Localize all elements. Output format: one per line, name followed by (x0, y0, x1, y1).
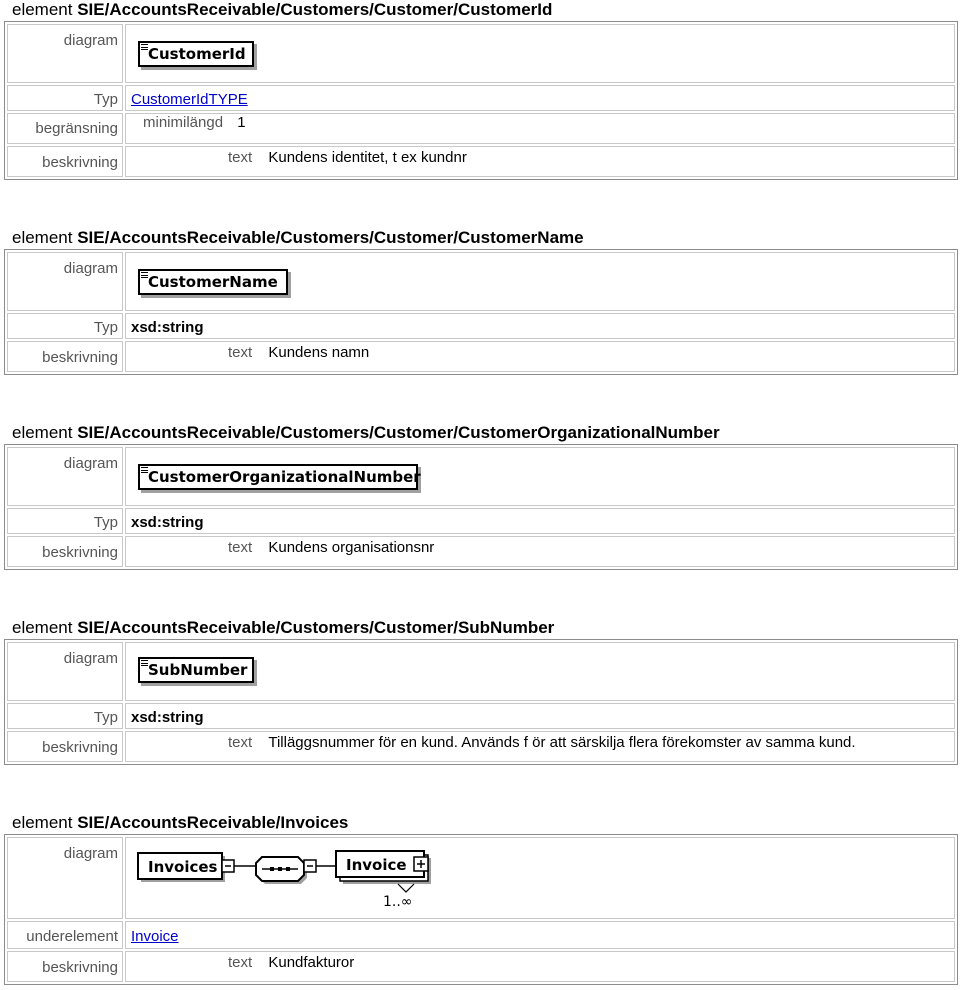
type-cell (125, 508, 955, 534)
diagram-element-name: CustomerName (148, 273, 278, 291)
type-label: Typ (7, 85, 123, 111)
element-lines-icon (141, 44, 148, 51)
description-cell (125, 536, 955, 567)
description-text-label: text (228, 734, 253, 751)
description-text-label: text (228, 344, 253, 361)
type-value: xsd:string (131, 319, 204, 336)
description-label: beskrivning (7, 951, 123, 982)
element-heading (12, 618, 554, 638)
description-value: Kundfakturor (268, 954, 355, 971)
diagram-element-box[interactable] (138, 41, 254, 67)
type-label: Typ (7, 508, 123, 534)
element-table (4, 639, 958, 765)
diagram-label: diagram (7, 252, 123, 311)
type-value: xsd:string (131, 514, 204, 531)
description-text-label: text (228, 149, 253, 166)
heading-path: SIE/AccountsReceivable/Invoices (77, 813, 349, 832)
description-text-label: text (228, 539, 253, 556)
description-label: beskrivning (7, 731, 123, 762)
element-heading (12, 0, 552, 20)
min-length-value: 1 (237, 114, 246, 131)
diagram-cell (125, 447, 955, 506)
diagram-label: diagram (7, 642, 123, 701)
heading-prefix: element (12, 813, 73, 832)
type-cell (125, 313, 955, 339)
description-label: beskrivning (7, 536, 123, 567)
type-cell (125, 703, 955, 729)
diagram-element-name: CustomerId (148, 45, 246, 63)
diagram-label: diagram (7, 24, 123, 83)
restriction-cell (125, 113, 955, 144)
heading-prefix: element (12, 0, 73, 19)
heading-path: SIE/AccountsReceivable/Customers/Customer/CustomerId (77, 0, 553, 19)
element-heading (12, 228, 584, 248)
type-label: Typ (7, 313, 123, 339)
element-table (4, 21, 958, 180)
element-lines-icon (141, 272, 148, 279)
diagram-cell (125, 642, 955, 701)
element-table (4, 834, 958, 985)
heading-prefix: element (12, 618, 73, 637)
diagram-label: diagram (7, 837, 123, 919)
invoices-diagram (134, 842, 454, 922)
heading-prefix: element (12, 423, 73, 442)
diagram-cardinality: 1..∞ (383, 894, 413, 910)
heading-path: SIE/AccountsReceivable/Customers/Customer/SubNumber (77, 618, 555, 637)
diagram-element-box[interactable] (138, 269, 288, 295)
diagram-element-box[interactable] (138, 657, 254, 683)
description-label: beskrivning (7, 146, 123, 177)
description-cell (125, 146, 955, 177)
description-value: Tilläggsnummer för en kund. Används f ör att särskilja flera förekomster av samma kund. (268, 734, 856, 751)
diagram-cell (125, 24, 955, 83)
subelement-link[interactable]: Invoice (131, 928, 179, 945)
type-value: xsd:string (131, 709, 204, 726)
description-cell (125, 341, 955, 372)
diagram-element-box[interactable] (138, 464, 421, 490)
type-link[interactable]: CustomerIdTYPE (131, 91, 248, 108)
diagram-element-name: CustomerOrganizationalNumber (148, 468, 421, 486)
diagram-child-name: Invoice (346, 856, 407, 874)
heading-prefix: element (12, 228, 73, 247)
element-table (4, 249, 958, 375)
min-length-label: minimilängd (143, 114, 224, 131)
subelement-label: underelement (7, 921, 123, 949)
heading-path: SIE/AccountsReceivable/Customers/Customer/CustomerName (77, 228, 584, 247)
diagram-cell (125, 837, 955, 919)
element-lines-icon (141, 660, 148, 667)
description-value: Kundens identitet, t ex kundnr (268, 149, 467, 166)
description-cell (125, 951, 955, 982)
restriction-label: begränsning (7, 113, 123, 144)
element-table (4, 444, 958, 570)
diagram-parent-name: Invoices (148, 858, 218, 876)
diagram-label: diagram (7, 447, 123, 506)
subelement-cell (125, 921, 955, 949)
description-label: beskrivning (7, 341, 123, 372)
element-heading (12, 813, 348, 833)
element-lines-icon (141, 467, 148, 474)
diagram-cell (125, 252, 955, 311)
element-heading (12, 423, 720, 443)
description-value: Kundens namn (268, 344, 370, 361)
type-cell (125, 85, 955, 111)
description-text-label: text (228, 954, 253, 971)
diagram-element-name: SubNumber (148, 661, 248, 679)
type-label: Typ (7, 703, 123, 729)
description-cell (125, 731, 955, 762)
description-value: Kundens organisationsnr (268, 539, 435, 556)
heading-path: SIE/AccountsReceivable/Customers/Customer/CustomerOrganizationalNumber (77, 423, 720, 442)
